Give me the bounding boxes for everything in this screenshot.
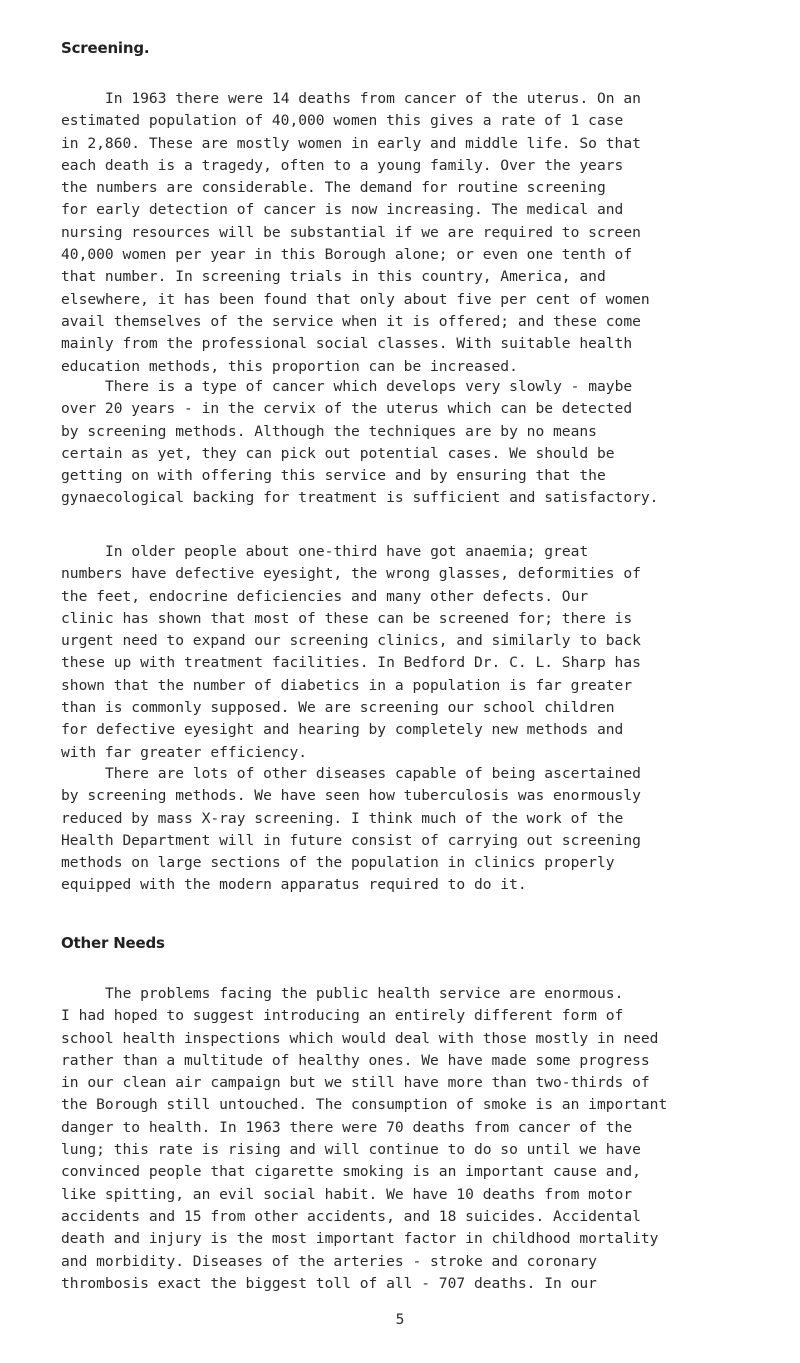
text-line: in 2,860. These are mostly women in early and middle life. So that [61, 134, 641, 152]
paragraph [61, 763, 761, 897]
text-line: for defective eyesight and hearing by completely new methods and [61, 721, 624, 739]
text-line: equipped with the modern apparatus required to do it. [61, 876, 527, 894]
text-line: nursing resources will be substantial if we are required to screen [61, 223, 641, 241]
text-line: convinced people that cigarette smoking is an important cause and, [61, 1163, 641, 1181]
paragraph [61, 541, 761, 764]
paragraph [61, 983, 761, 1295]
text-line: and morbidity. Diseases of the arteries - stroke and coronary [61, 1252, 597, 1270]
text-line: like spitting, an evil social habit. We have 10 deaths from motor [61, 1185, 633, 1203]
text-line: I had hoped to suggest introducing an entirely different form of [61, 1007, 624, 1025]
text-line: over 20 years - in the cervix of the uterus which can be detected [61, 400, 633, 418]
text-line: for early detection of cancer is now increasing. The medical and [61, 201, 624, 219]
text-line: There are lots of other diseases capable of being ascertained [105, 765, 641, 782]
text-line: in our clean air campaign but we still have more than two-thirds of [61, 1074, 650, 1092]
text-line: by screening methods. We have seen how tuberculosis was enormously [61, 787, 641, 805]
text-line: The problems facing the public health service are enormous. [105, 985, 624, 1002]
text-line: elsewhere, it has been found that only about five per cent of women [61, 290, 650, 308]
text-line: by screening methods. Although the techniques are by no means [61, 422, 597, 440]
text-line: these up with treatment facilities. In Bedford Dr. C. L. Sharp has [61, 654, 641, 672]
text-line: rather than a multitude of healthy ones. We have made some progress [61, 1051, 650, 1069]
page-number: 5 [395, 1311, 405, 1328]
section-heading-other-needs: Other Needs [61, 934, 165, 952]
text-line: the Borough still untouched. The consumption of smoke is an important [61, 1096, 668, 1114]
text-line: school health inspections which would deal with those mostly in need [61, 1029, 659, 1047]
text-line: mainly from the professional social classes. With suitable health [61, 335, 633, 353]
text-line: danger to health. In 1963 there were 70 deaths from cancer of the [61, 1118, 633, 1136]
text-line: the feet, endocrine deficiencies and many other defects. Our [61, 587, 589, 605]
paragraph [61, 88, 761, 378]
text-line: urgent need to expand our screening clinics, and similarly to back [61, 632, 641, 650]
text-line: the numbers are considerable. The demand for routine screening [61, 179, 606, 197]
text-line: death and injury is the most important factor in childhood mortality [61, 1230, 659, 1248]
text-line: each death is a tragedy, often to a young family. Over the years [61, 156, 624, 174]
text-line: Health Department will in future consist of carrying out screening [61, 831, 641, 849]
text-line: avail themselves of the service when it is offered; and these come [61, 312, 641, 330]
text-line: There is a type of cancer which develops very slowly - maybe [105, 378, 633, 395]
section-heading-screening: Screening. [61, 39, 150, 57]
text-line: accidents and 15 from other accidents, and 18 suicides. Accidental [61, 1207, 641, 1225]
text-line: certain as yet, they can pick out potential cases. We should be [61, 444, 615, 462]
text-line: shown that the number of diabetics in a population is far greater [61, 676, 633, 694]
text-line: thrombosis exact the biggest toll of all - 707 deaths. In our [61, 1274, 597, 1292]
text-line: than is commonly supposed. We are screening our school children [61, 699, 615, 717]
text-line: estimated population of 40,000 women this gives a rate of 1 case [61, 112, 624, 130]
text-line: methods on large sections of the population in clinics properly [61, 854, 615, 872]
text-line: clinic has shown that most of these can be screened for; there is [61, 609, 633, 627]
text-line: education methods, this proportion can be increased. [61, 357, 518, 375]
text-line: reduced by mass X-ray screening. I think much of the work of the [61, 809, 624, 827]
text-line: gynaecological backing for treatment is sufficient and satisfactory. [61, 489, 659, 507]
text-line: lung; this rate is rising and will continue to do so until we have [61, 1141, 641, 1159]
text-line: with far greater efficiency. [61, 743, 308, 761]
text-line: In older people about one-third have got anaemia; great [105, 543, 589, 560]
text-line: that number. In screening trials in this country, America, and [61, 268, 606, 286]
paragraph [61, 376, 761, 510]
text-line: numbers have defective eyesight, the wrong glasses, deformities of [61, 565, 641, 583]
text-line: getting on with offering this service and by ensuring that the [61, 467, 606, 485]
text-line: 40,000 women per year in this Borough alone; or even one tenth of [61, 246, 633, 264]
text-line: In 1963 there were 14 deaths from cancer of the uterus. On an [105, 90, 641, 107]
